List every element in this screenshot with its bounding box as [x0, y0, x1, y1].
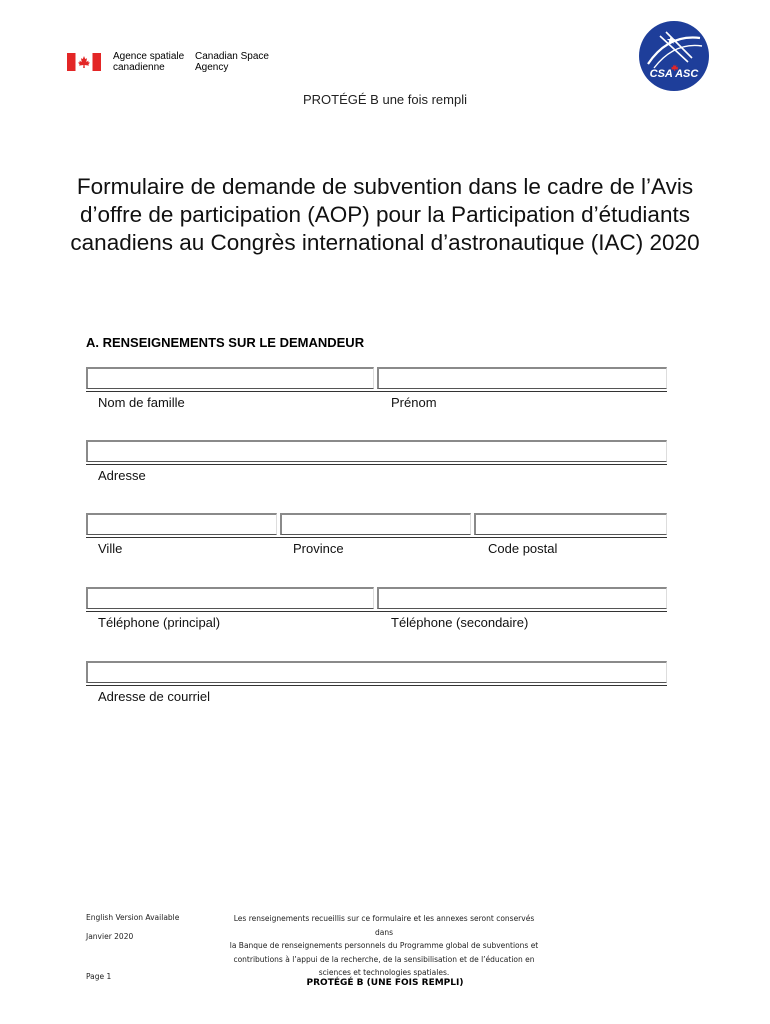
canada-flag-icon: [67, 53, 101, 71]
province-label: Province: [293, 541, 344, 556]
agency-en-line2: Agency: [195, 62, 229, 73]
address-label: Adresse: [98, 468, 146, 483]
last-name-field[interactable]: [86, 367, 374, 389]
agency-fr-line1: Agence spatiale: [113, 51, 185, 62]
postal-code-label: Code postal: [488, 541, 558, 556]
csa-asc-logo: [638, 20, 710, 92]
row-divider: [86, 537, 667, 538]
section-a-heading: A. RENSEIGNEMENTS SUR LE DEMANDEUR: [86, 335, 365, 350]
phone-secondary-field[interactable]: [377, 587, 667, 609]
postal-code-field[interactable]: [474, 513, 667, 535]
city-field[interactable]: [86, 513, 277, 535]
agency-name-fr: [113, 51, 184, 73]
privacy-line-4: sciences et technologies spatiales.: [318, 968, 450, 977]
first-name-field[interactable]: [377, 367, 667, 389]
agency-name-en: [195, 51, 269, 73]
agency-en-line1: Canadian Space: [195, 51, 269, 62]
protected-bottom-label: PROTÉGÉ B (UNE FOIS REMPLI): [306, 978, 464, 988]
city-label: Ville: [98, 541, 123, 556]
address-field[interactable]: [86, 440, 667, 462]
english-version-note: English Version Available: [86, 913, 180, 922]
phone-primary-field[interactable]: [86, 587, 374, 609]
first-name-label: Prénom: [391, 395, 437, 410]
province-field[interactable]: [280, 513, 471, 535]
row-divider: [86, 464, 667, 465]
last-name-label: Nom de famille: [98, 395, 185, 410]
phone-secondary-label: Téléphone (secondaire): [391, 615, 529, 630]
privacy-notice: [228, 912, 540, 980]
privacy-line-1: Les renseignements recueillis sur ce formulaire et les annexes seront conservés dans: [233, 914, 535, 937]
page-title: Formulaire de demande de subvention dans le cadre de l’Avis d’offre de participation (AOP) pour la Participation d’étudiants canadiens au Congrès international d’astronautique (IAC) 2020: [70, 174, 700, 255]
protected-top-label: PROTÉGÉ B une fois rempli: [303, 92, 467, 107]
email-label: Adresse de courriel: [98, 689, 210, 704]
row-divider: [86, 391, 667, 392]
row-divider: [86, 685, 667, 686]
footer-date: Janvier 2020: [86, 932, 134, 941]
privacy-line-3: contributions à l’appui de la recherche, de la sensibilisation et de l’éducation en: [233, 954, 535, 964]
privacy-line-2: la Banque de renseignements personnels du Programme global de subventions et: [229, 941, 539, 950]
agency-fr-line2: canadienne: [113, 62, 165, 73]
row-divider: [86, 611, 667, 612]
page-number: Page 1: [86, 972, 112, 981]
phone-primary-label: Téléphone (principal): [98, 615, 221, 630]
logo-text: CSA ASC: [649, 68, 699, 80]
email-field[interactable]: [86, 661, 667, 683]
